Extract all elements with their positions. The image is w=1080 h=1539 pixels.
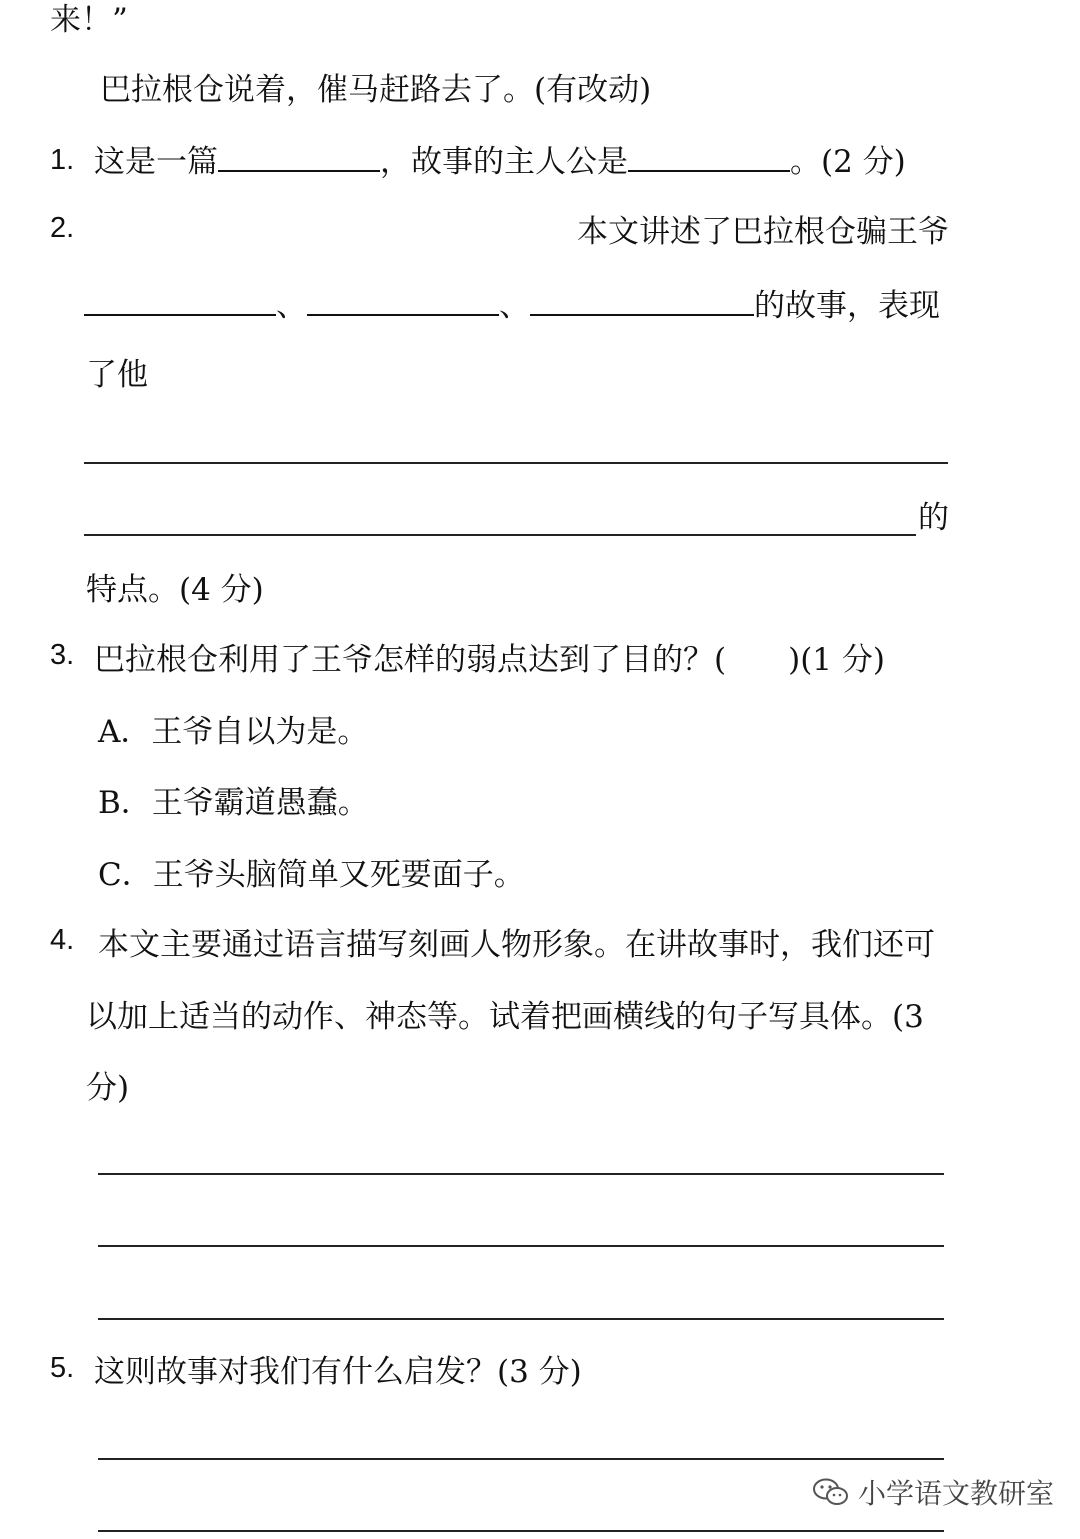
q4-answer-line-1[interactable] bbox=[98, 1173, 944, 1175]
q2-blank-3[interactable] bbox=[530, 284, 754, 316]
watermark bbox=[812, 1472, 1054, 1514]
q4-line3: 分) bbox=[86, 1070, 130, 1106]
q3-stem bbox=[94, 640, 885, 680]
q1-blank-genre[interactable] bbox=[218, 140, 380, 172]
q1-number: 1. bbox=[50, 144, 75, 176]
q4-number: 4. bbox=[50, 924, 75, 956]
q5-stem: 这则故事对我们有什么启发？(3 分) bbox=[94, 1354, 582, 1390]
wechat-icon bbox=[812, 1477, 850, 1514]
q2-intro: 本文讲述了巴拉根仓骗王爷 bbox=[577, 214, 949, 250]
q3-number: 3. bbox=[50, 639, 75, 671]
q3-option-b: B．王爷霸道愚蠢。 bbox=[98, 785, 369, 821]
q2-number: 2. bbox=[50, 212, 75, 244]
q5-answer-line-1[interactable] bbox=[98, 1458, 944, 1460]
q4-answer-line-2[interactable] bbox=[98, 1245, 944, 1247]
q3-stem-b: )(1 分) bbox=[788, 642, 885, 678]
q2-sep-1: 、 bbox=[276, 288, 307, 324]
q5-number: 5. bbox=[50, 1352, 75, 1384]
q4-line1: 本文主要通过语言描写刻画人物形象。在讲故事时，我们还可 bbox=[98, 927, 935, 963]
q1-text-a: 这是一篇 bbox=[94, 144, 218, 180]
q1-blank-protagonist[interactable] bbox=[628, 140, 790, 172]
q2-answer-line-2[interactable] bbox=[84, 534, 916, 536]
q4-line2: 以加上适当的动作、神态等。试着把画横线的句子写具体。(3 bbox=[86, 999, 924, 1035]
q2-blank-1[interactable] bbox=[84, 284, 276, 316]
q2-blanks-line bbox=[84, 284, 940, 326]
q2-answer-line-1[interactable] bbox=[84, 462, 948, 464]
q3-option-c: C．王爷头脑简单又死要面子。 bbox=[98, 857, 525, 893]
q1-text-c: 。(2 分) bbox=[790, 144, 906, 180]
q5-answer-line-2[interactable] bbox=[98, 1530, 944, 1532]
passage-line-end: 来！” bbox=[50, 2, 128, 38]
q3-option-a: A．王爷自以为是。 bbox=[98, 714, 369, 750]
q2-line3: 了他 bbox=[86, 357, 148, 393]
q2-line5-end: 的 bbox=[918, 500, 949, 536]
q4-answer-line-3[interactable] bbox=[98, 1318, 944, 1320]
q2-tail: 的故事，表现 bbox=[754, 288, 940, 324]
q3-stem-a: 巴拉根仓利用了王爷怎样的弱点达到了目的？( bbox=[94, 642, 727, 678]
watermark-text: 小学语文教研室 bbox=[858, 1477, 1055, 1510]
q1-line bbox=[94, 140, 906, 182]
passage-final-line: 巴拉根仓说着，催马赶路去了。(有改动) bbox=[100, 72, 652, 108]
q2-blank-2[interactable] bbox=[307, 284, 499, 316]
q2-line6: 特点。(4 分) bbox=[86, 572, 264, 608]
q1-text-b: ，故事的主人公是 bbox=[380, 144, 628, 180]
q2-sep-2: 、 bbox=[499, 288, 530, 324]
